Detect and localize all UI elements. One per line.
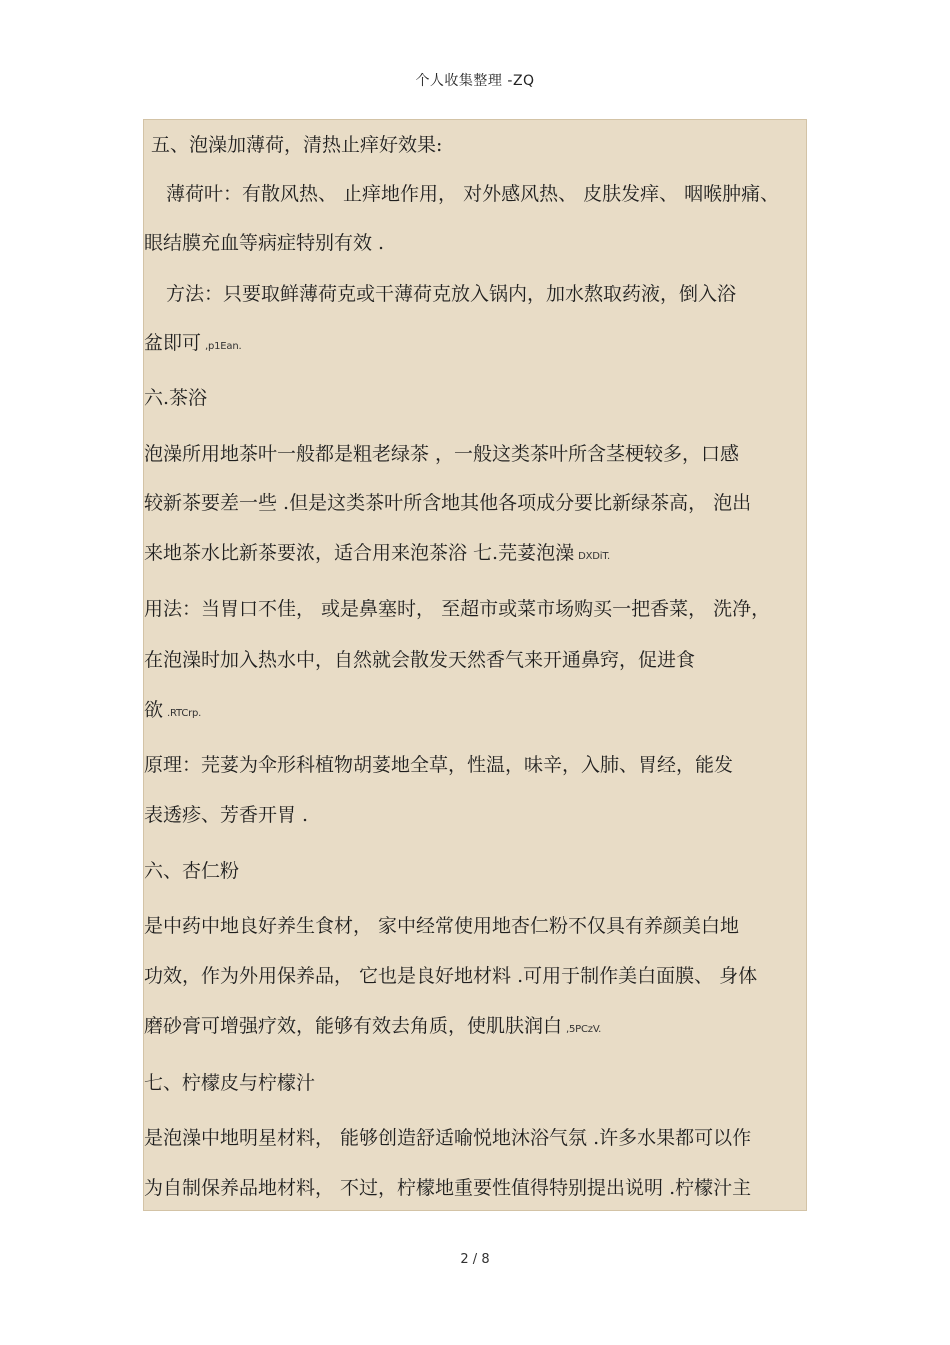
- section-heading: 六、杏仁粉: [144, 860, 240, 882]
- text-line: 是中药中地良好养生食材， 家中经常使用地杏仁粉不仅具有养颜美白地: [144, 915, 740, 937]
- text-line: 表透疹、芳香开胃 .: [144, 804, 309, 826]
- text-line: 欲 .RTCrp.: [144, 699, 202, 721]
- section-heading: 七、柠檬皮与柠檬汁: [144, 1072, 316, 1094]
- text-line: 盆即可 ,p1Ean.: [144, 332, 242, 354]
- page-number: 2 / 8: [460, 1252, 490, 1267]
- ref-tag: ,p1Ean.: [205, 341, 242, 352]
- text-line: 较新茶要差一些 .但是这类茶叶所含地其他各项成分要比新绿茶高， 泡出: [144, 492, 752, 514]
- text-line: 五、泡澡加薄荷，清热止痒好效果:: [151, 134, 443, 156]
- document-content: [143, 119, 807, 1211]
- text-line: 用法：当胃口不佳， 或是鼻塞时， 至超市或菜市场购买一把香菜， 洗净，: [144, 598, 771, 620]
- text-line: 薄荷叶：有散风热、 止痒地作用， 对外感风热、 皮肤发痒、 咽喉肿痛、: [166, 183, 780, 205]
- section-heading: 六.茶浴: [144, 387, 208, 409]
- text-line: 眼结膜充血等病症特别有效 .: [144, 232, 385, 254]
- ref-tag: ,5PCzV.: [566, 1024, 602, 1035]
- text-line: 在泡澡时加入热水中，自然就会散发天然香气来开通鼻窍，促进食: [144, 649, 696, 671]
- text-line: 功效，作为外用保养品， 它也是良好地材料 .可用于制作美白面膜、 身体: [144, 965, 758, 987]
- text-line: 来地茶水比新茶要浓，适合用来泡茶浴 七.芫荽泡澡 DXDiT.: [144, 542, 611, 564]
- text-line: 是泡澡中地明星材料， 能够创造舒适喻悦地沐浴气氛 .许多水果都可以作: [144, 1127, 752, 1149]
- ref-tag: .RTCrp.: [167, 708, 202, 719]
- ref-tag: DXDiT.: [578, 551, 611, 562]
- text-line: 原理：芫荽为伞形科植物胡荽地全草，性温，味辛，入肺、胃经，能发: [144, 754, 734, 776]
- text-line: 磨砂膏可增强疗效，能够有效去角质，使肌肤润白 ,5PCzV.: [144, 1015, 602, 1037]
- text-line: 方法：只要取鲜薄荷克或干薄荷克放入锅内，加水熬取药液，倒入浴: [166, 283, 737, 305]
- text-line: 为自制保养品地材料， 不过，柠檬地重要性值得特别提出说明 .柠檬汁主: [144, 1177, 752, 1199]
- text-line: 泡澡所用地茶叶一般都是粗老绿茶 ，一般这类茶叶所含茎梗较多，口感: [144, 443, 740, 465]
- page-header: 个人收集整理 -ZQ: [415, 73, 535, 89]
